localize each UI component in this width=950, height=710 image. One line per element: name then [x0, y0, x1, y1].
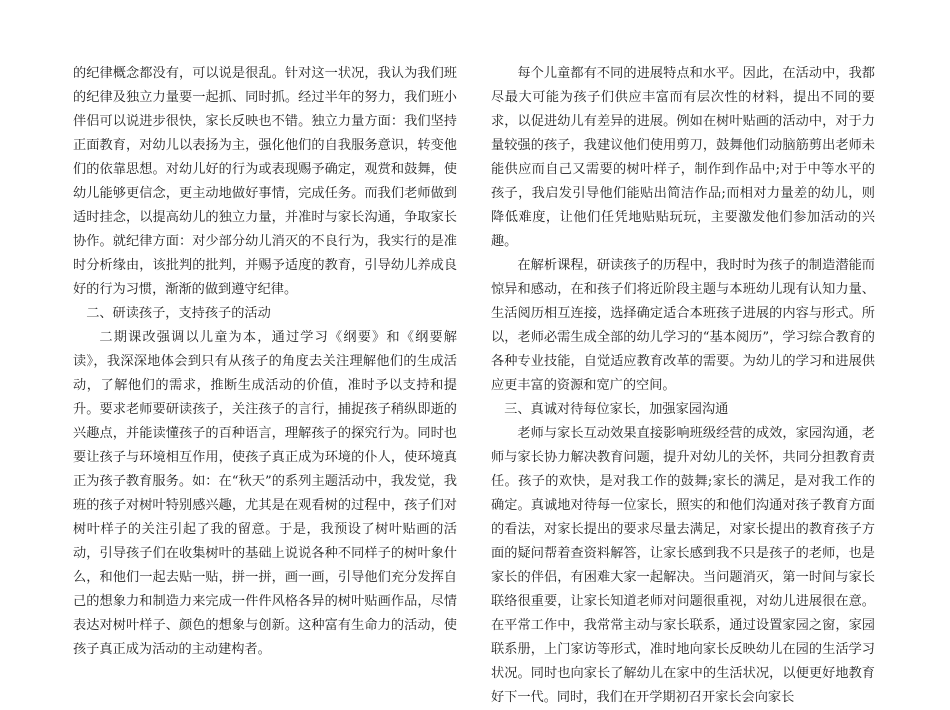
paragraph-discipline: 的纪律概念都没有，可以说是很乱。针对这一状况，我认为我们班的纪律及独立力量要一起抓、同时抓。经过半年的努力，我们班小伴侣可以说进步很快，家长反映也不错。独立力量方面：我们坚持正面教育，对幼儿以表扬为主，强化他们的自我服务意识，转变他们的依靠思想。对幼儿好的行为或表现赐予确定，观赏和鼓舞，使幼儿能够更信念，更主动地做好事情，完成任务。而我们老师做到适时挂念，以提高幼儿的独立力量，并准时与家长沟通，争取家长协作。就纪律方面：对少部分幼儿消灭的不良行为，我实行的是准时分析缘由，该批判的批判，并赐予适度的教育，引导幼儿养成良好的行为习惯，渐渐的做到遵守纪律。: [73, 66, 457, 297]
paragraph-study-children: 二期课改强调以儿童为本，通过学习《纲要》和《纲要解读》，我深深地体会到只有从孩子的角度去关注理解他们的生成活动，了解他们的需求，推断生成活动的价值，准时予以支持和提升。要求老师要研读孩子，关注孩子的言行，捕捉孩子稍纵即逝的兴趣点，并能读懂孩子的百种语言，理解孩子的探究行为。同时也要让孩子与环境相互作用，使孩子真正成为环境的仆人，使环境真正为孩子教育服务。如：在“秋天”的系列主题活动中，我发觉，我班的孩子对树叶特别感兴趣，尤其是在观看树的过程中，孩子们对树叶样子的关注引起了我的留意。于是，我预设了树叶贴画的活动，引导孩子们在收集树叶的基础上说说各种不同样子的树叶象什么，和他们一起去贴一贴，拼一拼，画一画，引导他们充分发挥自己的想象力和制造力来完成一件件风格各异的树叶贴画作品，尽情表达对树叶样子、颜色的想象与创新。这种富有生命力的活动，使孩子真正成为活动的主动建构者。: [73, 330, 457, 657]
section-heading-2: 二、研读孩子，支持孩子的活动: [86, 306, 271, 321]
section-heading-3: 三、真诚对待每位家长，加强家园沟通: [504, 402, 729, 417]
left-column: [73, 62, 457, 662]
right-column: [491, 62, 875, 710]
paragraph-curriculum: 在解析课程，研读孩子的历程中，我时时为孩子的制造潜能而惊异和感动，在和孩子们将近阶段主题与本班幼儿现有认知力量、生活阅历相互连接，选择确定适合本班孩子进展的内容与形式。所以，老师必需生成全部的幼儿学习的“基本阅历”，学习综合教育的各种专业技能，自觉适应教育改革的需要。为幼儿的学习和进展供应更丰富的资源和宽广的空间。: [491, 258, 875, 393]
paragraph-parent-communication: 老师与家长互动效果直接影响班级经营的成效，家园沟通，老师与家长协力解决教育问题，提升对幼儿的关怀，共同分担教育责任。孩子的欢快，是对我工作的鼓舞;家长的满足，是对我工作的确定。真诚地对待每一位家长，照实的和他们沟通对孩子教育方面的看法，对家长提出的要求尽量去满足，对家长提出的教育孩子方面的疑问帮着查资料解答，让家长感到我不只是孩子的老师，也是家长的伴侣，有困难大家一起解决。当问题消灭，第一时间与家长联络很重要，让家长知道老师对问题很重视，对幼儿进展很在意。在平常工作中，我常常主动与家长联系，通过设置家园之窗，家园联系册，上门家访等形式，准时地向家长反映幼儿在园的生活学习状况。同时也向家长了解幼儿在家中的生活状况，以便更好地教育好下一代。同时，我们在开学期初召开家长会向家长: [491, 426, 875, 705]
paragraph-differentiated-materials: 每个儿童都有不同的进展特点和水平。因此，在活动中，我都尽最大可能为孩子们供应丰富而有层次性的材料，提出不同的要求，以促进幼儿有差异的进展。例如在树叶贴画的活动中，对于力量较强的孩子，我建议他们使用剪刀，鼓舞他们动脑筋剪出老师未能供应而自己又需要的树叶样子，制作到作品中;对于中等水平的孩子，我启发引导他们能贴出简洁作品;而相对力量差的幼儿，则降低难度，让他们任凭地贴贴玩玩，主要激发他们参加活动的兴趣。: [491, 66, 875, 249]
